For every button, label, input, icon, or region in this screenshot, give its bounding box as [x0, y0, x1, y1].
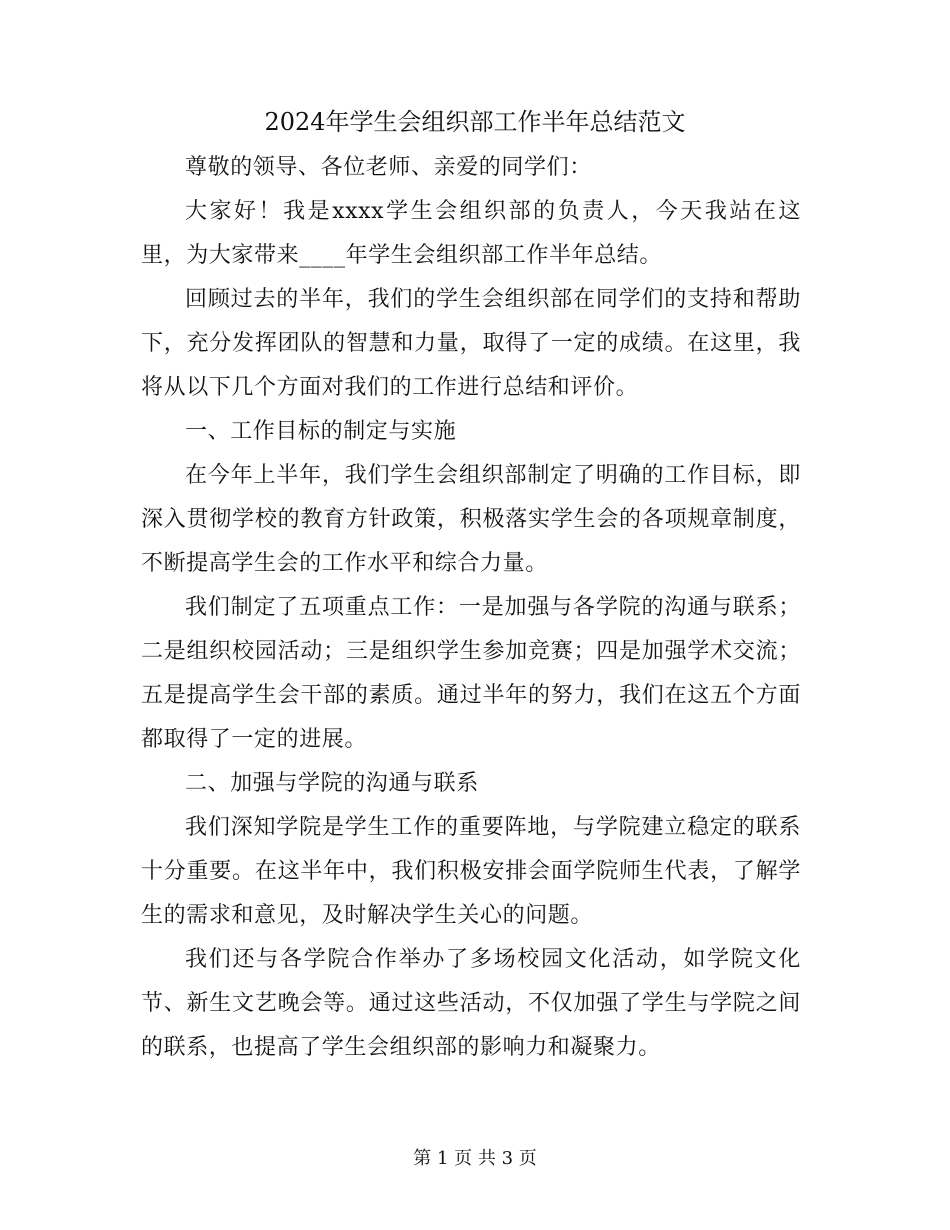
- page-footer: 第 1 页 共 3 页: [413, 1148, 537, 1169]
- section-heading-2: 二、加强与学院的沟通与联系: [185, 771, 479, 796]
- paragraph-review: 回顾过去的半年，我们的学生会组织部在同学们的支持和帮助下，充分发挥团队的智慧和力量，取得了一定的成绩。在这里，我将从以下几个方面对我们的工作进行总结和评价。: [141, 287, 801, 400]
- section-heading-1: 一、工作目标的制定与实施: [185, 419, 457, 444]
- document-title: 2024年学生会组织部工作半年总结范文: [264, 108, 686, 136]
- paragraph-salutation: 尊敬的领导、各位老师、亲爱的同学们：: [185, 155, 592, 180]
- paragraph-goals: 在今年上半年，我们学生会组织部制定了明确的工作目标，即深入贯彻学校的教育方针政策，积极落实学生会的各项规章制度，不断提高学生会的工作水平和综合力量。: [141, 463, 801, 576]
- paragraph-college-contact: 我们深知学院是学生工作的重要阵地，与学院建立稳定的联系十分重要。在这半年中，我们积极安排会面学院师生代表，了解学生的需求和意见，及时解决学生关心的问题。: [141, 815, 801, 928]
- paragraph-activities: 我们还与各学院合作举办了多场校园文化活动，如学院文化节、新生文艺晚会等。通过这些活动，不仅加强了学生与学院之间的联系，也提高了学生会组织部的影响力和凝聚力。: [141, 947, 801, 1060]
- document-body: [141, 146, 801, 1070]
- paragraph-greeting: 大家好！我是xxxx学生会组织部的负责人，今天我站在这里，为大家带来____年学生会组织部工作半年总结。: [141, 199, 801, 268]
- paragraph-five-tasks: 我们制定了五项重点工作：一是加强与各学院的沟通与联系；二是组织校园活动；三是组织学生参加竞赛；四是加强学术交流；五是提高学生会干部的素质。通过半年的努力，我们在这五个方面都取得了一定的进展。: [141, 595, 801, 752]
